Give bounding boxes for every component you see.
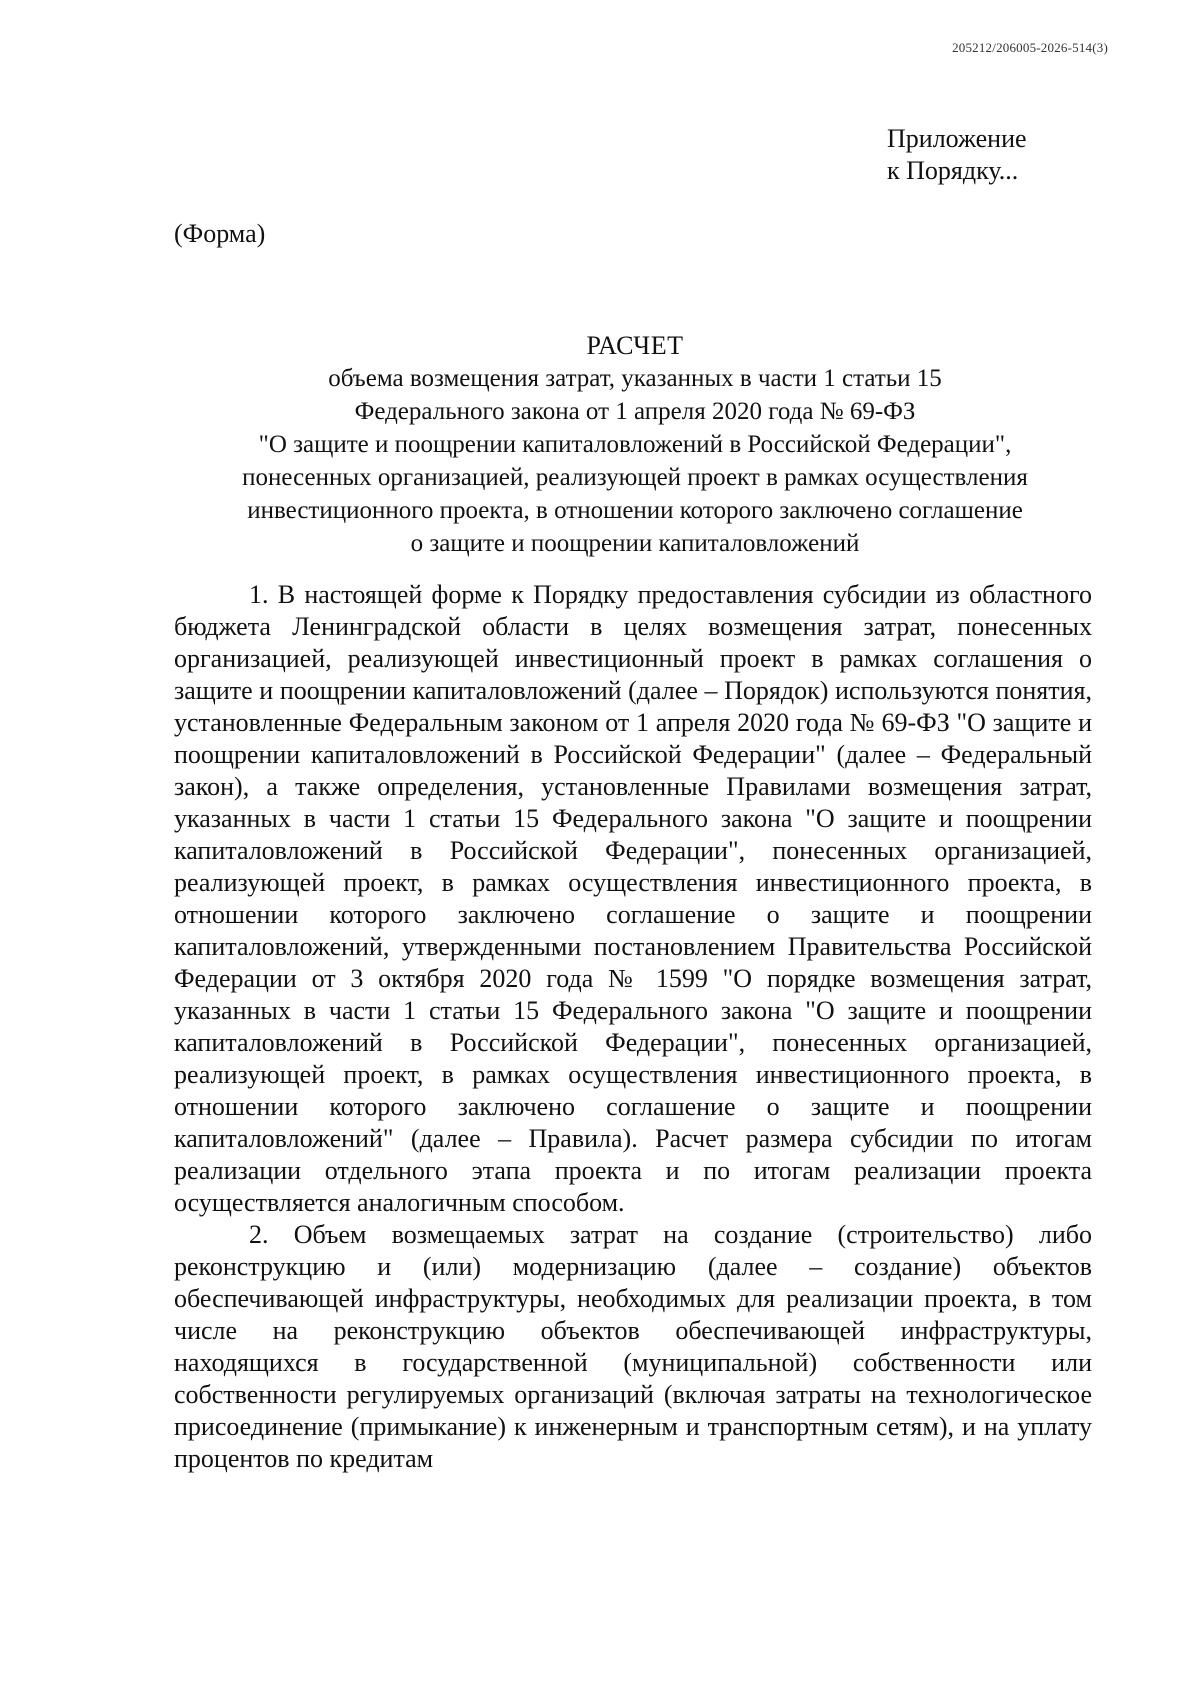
document-body <box>174 579 1092 1475</box>
title-line: Федерального закона от 1 апреля 2020 года № 69-ФЗ <box>354 398 916 425</box>
document-title <box>100 330 1170 560</box>
title-line: инвестиционного проекта, в отношении которого заключено соглашение <box>247 497 1023 524</box>
paragraph-2: 2. Объем возмещаемых затрат на создание (строительство) либо реконструкцию и (или) модернизацию (далее – создание) объектов обеспечивающей инфраструктуры, необходимых для реализации проекта, в том числе на реконструкцию объектов обеспечивающей инфраструктуры, находящихся в государственной (муниципальной) собственности или собственности регулируемых организаций (включая затраты на технологическое присоединение (примыкание) к инженерным и транспортным сетям), и на уплату процентов по кредитам <box>174 1220 1092 1473</box>
title-line: понесенных организацией, реализующей проект в рамках осуществления <box>242 464 1028 491</box>
form-label: (Форма) <box>174 219 266 248</box>
appendix-line-2: к Порядку... <box>887 156 1019 185</box>
document-registration-number: 205212/206005-2026-514(3) <box>952 40 1108 55</box>
title-line: объема возмещения затрат, указанных в части 1 статьи 15 <box>328 365 942 392</box>
appendix-note <box>887 123 1027 187</box>
appendix-line-1: Приложение <box>887 124 1027 153</box>
title-line: "О защите и поощрении капиталовложений в Российской Федерации", <box>258 431 1012 458</box>
title-line: о защите и поощрении капиталовложений <box>410 530 860 557</box>
title-heading: РАСЧЕТ <box>586 331 684 360</box>
paragraph-1: 1. В настоящей форме к Порядку предоставления субсидии из областного бюджета Ленинградской области в целях возмещения затрат, понесенных организацией, реализующей инвестиционный проект в рамках соглашения о защите и поощрении капиталовложений (далее – Порядок) используются понятия, установленные Федеральным законом от 1 апреля 2020 года № 69-ФЗ "О защите и поощрении капиталовложений в Российской Федерации" (далее – Федеральный закон), а также определения, установленные Правилами возмещения затрат, указанных в части 1 статьи 15 Федерального закона "О защите и поощрении капиталовложений в Российской Федерации", понесенных организацией, реализующей проект, в рамках осуществления инвестиционного проекта, в отношении которого заключено соглашение о защите и поощрении капиталовложений, утвержденными постановлением Правительства Российской Федерации от 3 октября 2020 года № 1599 "О порядке возмещения затрат, указанных в части 1 статьи 15 Федерального закона "О защите и поощрении капиталовложений в Российской Федерации", понесенных организацией, реализующей проект, в рамках осуществления инвестиционного проекта, в отношении которого заключено соглашение о защите и поощрении капиталовложений" (далее – Правила). Расчет размера субсидии по итогам реализации отдельного этапа проекта и по итогам реализации проекта осуществляется аналогичным способом. <box>174 580 1092 1217</box>
